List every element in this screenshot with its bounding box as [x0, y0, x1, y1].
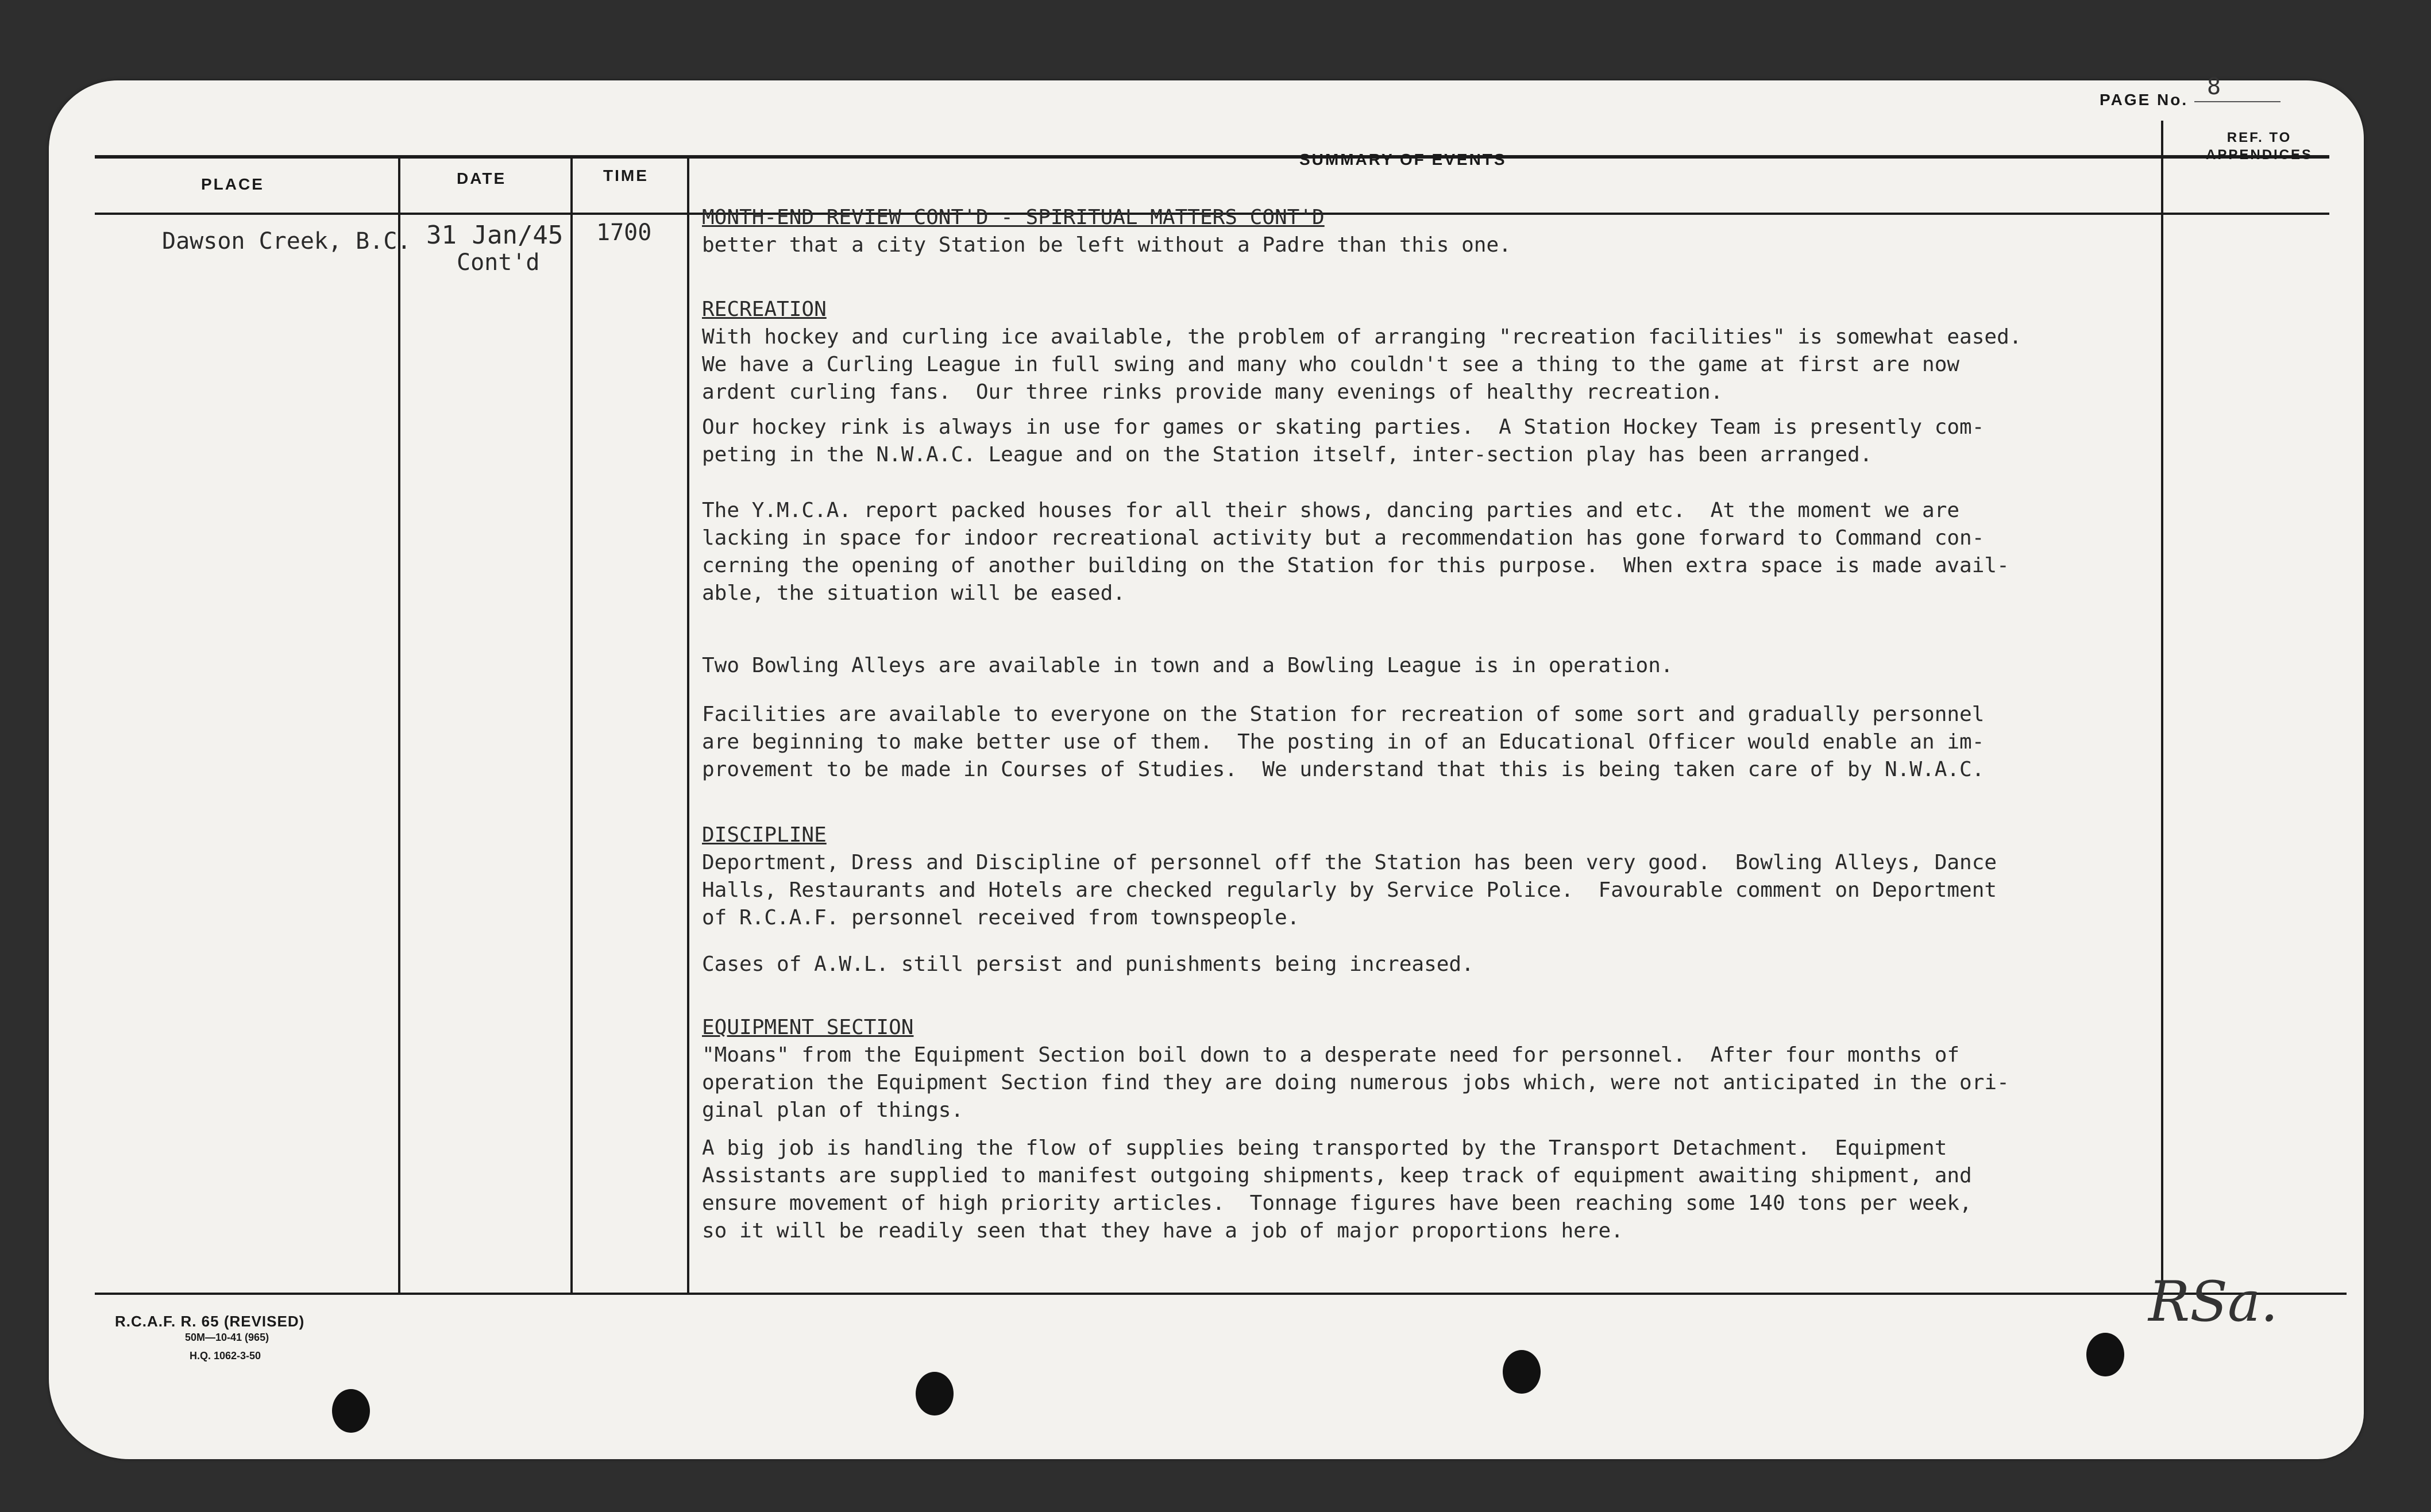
divider-place-date: [398, 155, 400, 1295]
punch-hole: [1503, 1350, 1541, 1394]
equipment-p2: [702, 1135, 2167, 1245]
recreation-p3: [702, 497, 2167, 607]
equipment-p1-l3: ginal plan of things.: [702, 1098, 964, 1122]
recreation-p2: [702, 414, 2167, 469]
recreation-p3-l3: cerning the opening of another building on the Station for this purpose. When extra space is made avail-: [702, 554, 2009, 577]
page-number-label: PAGE No.: [2100, 91, 2189, 109]
page-number: 8: [2207, 74, 2221, 100]
recreation-p1-l2: We have a Curling League in full swing and many who couldn't see a thing to the game at first are now: [702, 353, 1960, 376]
recreation-p3-l2: lacking in space for indoor recreational activity but a recommendation has gone forward to Command con-: [702, 526, 1985, 550]
recreation-p1-l1: With hockey and curling ice available, the problem of arranging "recreation facilities" is somewhat eased.: [702, 325, 2022, 349]
entry-date-line1: 31 Jan/45: [426, 221, 564, 250]
signature: RSa.: [2148, 1270, 2278, 1334]
equipment-p2-l1: A big job is handling the flow of supplies being transported by the Transport Detachment. Equipment: [702, 1136, 1947, 1160]
entry-date-line2: Cont'd: [457, 249, 540, 276]
summary-heading: [702, 204, 2167, 259]
form-hq-line: H.Q. 1062-3-50: [190, 1350, 261, 1361]
punch-hole: [916, 1372, 954, 1415]
column-header-time: TIME: [603, 167, 649, 184]
recreation-p5: [702, 701, 2167, 784]
recreation-p5-l2: are beginning to make better use of them. The posting in of an Educational Officer would enable an im-: [702, 730, 1985, 754]
divider-time-summary: [687, 155, 689, 1295]
column-header-place: PLACE: [201, 175, 264, 193]
ref-line2: APPENDICES: [2206, 147, 2313, 163]
column-header-summary: SUMMARY OF EVENTS: [1299, 151, 1507, 168]
discipline-p1-l1: Deportment, Dress and Discipline of personnel off the Station has been very good. Bowling Alleys, Dance: [702, 851, 1997, 874]
divider-date-time: [570, 155, 573, 1295]
discipline-p1-l3: of R.C.A.F. personnel received from townspeople.: [702, 906, 1300, 929]
recreation-p4-l1: Two Bowling Alleys are available in town and a Bowling League is in operation.: [702, 654, 1673, 677]
recreation-p4: [702, 652, 2167, 680]
column-header-ref: [2206, 129, 2313, 164]
bottom-rule: [95, 1293, 2347, 1295]
discipline-section: [702, 821, 2167, 932]
recreation-p1-l3: ardent curling fans. Our three rinks provide many evenings of healthy recreation.: [702, 380, 1723, 404]
equipment-p1-l2: operation the Equipment Section find they are doing numerous jobs which, were not anticipated in the ori-: [702, 1071, 2009, 1094]
recreation-p2-l1: Our hockey rink is always in use for games or skating parties. A Station Hockey Team is presently com-: [702, 415, 1985, 439]
equipment-p2-l4: so it will be readily seen that they have a job of major proportions here.: [702, 1219, 1623, 1243]
form-number: R.C.A.F. R. 65 (REVISED): [115, 1313, 305, 1330]
punch-hole: [2086, 1333, 2124, 1376]
recreation-p5-l1: Facilities are available to everyone on the Station for recreation of some sort and gradually personnel: [702, 703, 1985, 726]
ref-line1: REF. TO: [2227, 130, 2292, 145]
form-print-line: 50M—10-41 (965): [185, 1332, 269, 1343]
entry-time: 1700: [596, 219, 652, 246]
discipline-p2-l1: Cases of A.W.L. still persist and punishments being increased.: [702, 952, 1474, 976]
punch-hole: [332, 1389, 370, 1433]
recreation-p2-l2: peting in the N.W.A.C. League and on the Station itself, inter-section play has been arranged.: [702, 443, 1873, 466]
equipment-p2-l2: Assistants are supplied to manifest outgoing shipments, keep track of equipment awaiting shipment, and: [702, 1164, 1972, 1187]
recreation-section: [702, 296, 2167, 406]
equipment-p1-l1: "Moans" from the Equipment Section boil down to a desperate need for personnel. After four months of: [702, 1043, 1960, 1067]
recreation-p5-l3: provement to be made in Courses of Studies. We understand that this is being taken care of by N.W.A.C.: [702, 758, 1985, 781]
column-header-date: DATE: [457, 169, 507, 187]
equipment-title: EQUIPMENT SECTION: [702, 1016, 914, 1039]
recreation-title: RECREATION: [702, 298, 827, 321]
summary-line1: better that a city Station be left without a Padre than this one.: [702, 233, 1511, 257]
recreation-p3-l4: able, the situation will be eased.: [702, 581, 1125, 605]
top-rule: [95, 155, 2329, 159]
summary-heading-text: MONTH-END REVIEW CONT'D - SPIRITUAL MATTERS CONT'D: [702, 206, 1325, 229]
discipline-p2: [702, 951, 2167, 978]
recreation-p3-l1: The Y.M.C.A. report packed houses for all their shows, dancing parties and etc. At the moment we are: [702, 499, 1960, 522]
entry-place: Dawson Creek, B.C.: [162, 228, 411, 254]
equipment-section: [702, 1014, 2167, 1124]
discipline-p1-l2: Halls, Restaurants and Hotels are checked regularly by Service Police. Favourable comment on Deportment: [702, 878, 1997, 902]
equipment-p2-l3: ensure movement of high priority articles. Tonnage figures have been reaching some 140 tons per week,: [702, 1191, 1972, 1215]
page-number-rule: [2194, 101, 2280, 102]
discipline-title: DISCIPLINE: [702, 823, 827, 847]
